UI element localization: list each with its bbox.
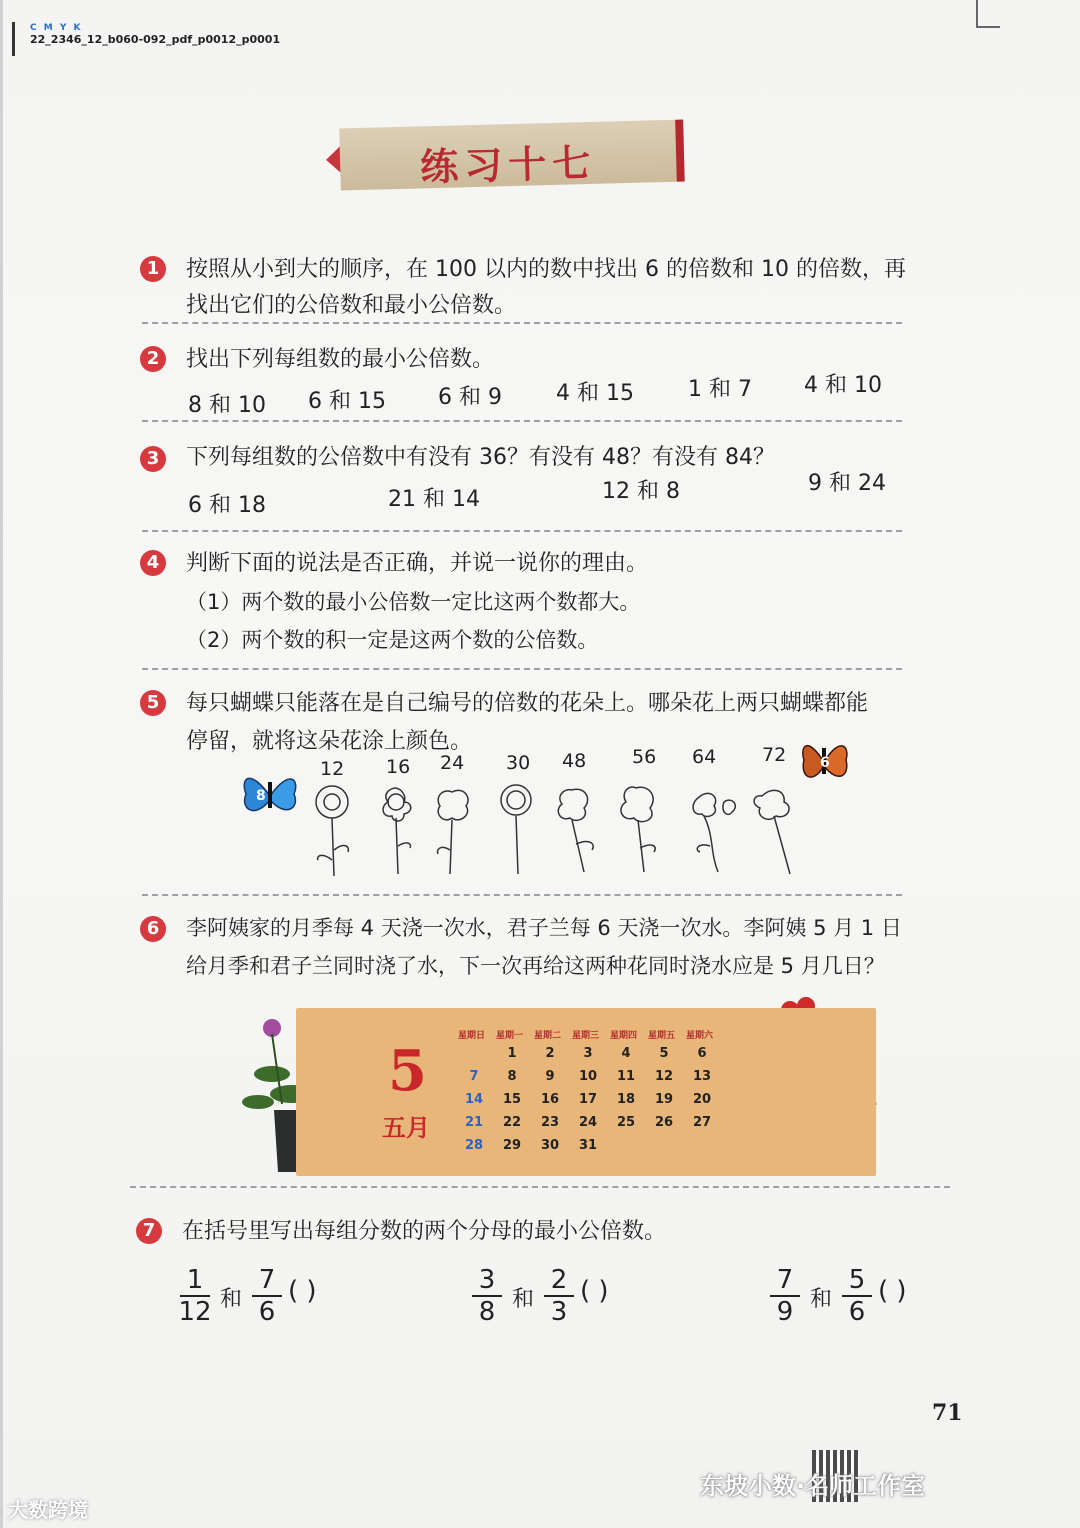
calendar-day: 30	[540, 1138, 560, 1153]
question-text: 找出下列每组数的最小公倍数。	[186, 347, 495, 372]
number-pair: 6 和 18	[188, 493, 266, 518]
calendar-day: 6	[697, 1046, 707, 1061]
page-title: 练习十七	[419, 140, 597, 190]
flower-label: 48	[562, 750, 587, 772]
calendar-day: 1	[507, 1046, 517, 1061]
question-number: 3	[140, 446, 166, 472]
butterfly-left-number: 8	[256, 788, 266, 804]
calendar-day: 23	[540, 1115, 560, 1130]
question-text: 按照从小到大的顺序，在 100 以内的数中找出 6 的倍数和 10 的倍数，再	[186, 257, 906, 282]
number-pair: 9 和 24	[808, 471, 886, 496]
fraction-b	[250, 1266, 284, 1326]
question-text: 停留，就将这朵花涂上颜色。	[186, 729, 473, 754]
calendar-day: 19	[654, 1092, 674, 1107]
numerator: 7	[776, 1265, 794, 1295]
calendar-day: 3	[583, 1046, 593, 1061]
question-number: 4	[140, 550, 166, 576]
question-7	[140, 1214, 920, 1254]
and-label: 和	[220, 1287, 243, 1312]
print-code-text: 22_2346_12_b060-092_pdf_p0012_p0001	[30, 33, 281, 46]
flower-label: 56	[632, 746, 657, 768]
numerator: 1	[186, 1265, 204, 1295]
calendar-day: 22	[502, 1115, 522, 1130]
answer-blank[interactable]: ( )	[580, 1276, 609, 1306]
calendar-day: 24	[578, 1115, 598, 1130]
flower-icon	[383, 788, 411, 874]
numerator: 3	[478, 1265, 496, 1295]
denominator: 8	[478, 1297, 496, 1327]
calendar-day: 7	[469, 1069, 479, 1084]
question-2	[140, 336, 920, 416]
calendar-day: 11	[616, 1069, 636, 1084]
question-text: 李阿姨家的月季每 4 天浇一次水，君子兰每 6 天浇一次水。李阿姨 5 月 1 日	[186, 916, 902, 940]
question-text: 判断下面的说法是否正确，并说一说你的理由。	[186, 551, 649, 576]
question-number: 7	[136, 1218, 162, 1244]
answer-blank[interactable]: ( )	[878, 1276, 907, 1306]
flower-icon	[558, 789, 593, 872]
divider	[142, 420, 902, 422]
butterfly-right-number: 6	[820, 755, 830, 771]
denominator: 12	[178, 1297, 212, 1327]
calendar-day: 14	[464, 1092, 484, 1107]
question-text: 找出它们的公倍数和最小公倍数。	[186, 293, 517, 318]
question-number: 2	[140, 346, 166, 372]
watermark-right: 东坡小数·名师工作室	[700, 1472, 926, 1500]
question-text: 下列每组数的公倍数中有没有 36？有没有 48？有没有 84？	[186, 445, 775, 470]
calendar-day: 17	[578, 1092, 598, 1107]
calendar-weekday: 星期一	[496, 1031, 524, 1041]
numerator: 5	[848, 1265, 866, 1295]
question-number: 1	[140, 256, 166, 282]
calendar-month-name: 五月	[382, 1114, 430, 1142]
calendar-day: 16	[540, 1092, 560, 1107]
flower-label: 30	[506, 752, 531, 774]
calendar-day: 5	[659, 1046, 669, 1061]
flower-label: 12	[320, 758, 345, 780]
print-code	[30, 22, 280, 46]
question-text: 每只蝴蝶只能落在是自己编号的倍数的花朵上。哪朵花上两只蝴蝶都能	[186, 691, 869, 716]
number-pair: 4 和 15	[556, 381, 634, 406]
calendar-weekday: 星期五	[648, 1031, 676, 1041]
and-label: 和	[512, 1287, 535, 1312]
number-pair: 6 和 9	[438, 385, 502, 410]
flower-icon	[316, 786, 348, 876]
fraction-a	[470, 1266, 504, 1326]
denominator: 6	[258, 1297, 276, 1327]
may-calendar	[296, 1008, 876, 1176]
cmyk-label: C M Y K	[30, 23, 83, 33]
page-number: 71	[932, 1400, 963, 1426]
flower-icon	[754, 790, 790, 874]
calendar-day: 4	[621, 1046, 631, 1061]
question-number: 5	[140, 690, 166, 716]
denominator: 3	[550, 1297, 568, 1327]
and-label: 和	[810, 1287, 833, 1312]
question-number: 6	[140, 916, 166, 942]
calendar-day: 10	[578, 1069, 598, 1084]
fraction-b	[840, 1266, 874, 1326]
question-1	[140, 248, 920, 318]
question-4	[140, 540, 920, 650]
number-pair: 1 和 7	[688, 377, 752, 402]
calendar-day: 18	[616, 1092, 636, 1107]
print-mark	[12, 22, 15, 56]
calendar-day: 21	[464, 1115, 484, 1130]
answer-blank[interactable]: ( )	[288, 1276, 317, 1306]
calendar-weekday: 星期日	[458, 1031, 486, 1041]
calendar-day: 27	[692, 1115, 712, 1130]
calendar-day: 25	[616, 1115, 636, 1130]
statement-1: （1）两个数的最小公倍数一定比这两个数都大。	[186, 590, 641, 614]
calendar-day: 9	[545, 1069, 555, 1084]
question-text: 给月季和君子兰同时浇了水，下一次再给这两种花同时浇水应是 5 月几日？	[186, 954, 885, 978]
flower-row	[300, 780, 820, 880]
denominator: 9	[776, 1297, 794, 1327]
divider	[130, 1186, 950, 1188]
calendar-weekday: 星期二	[534, 1031, 562, 1041]
divider	[142, 894, 902, 896]
calendar-month-number: 5	[388, 1038, 427, 1104]
calendar-day: 26	[654, 1115, 674, 1130]
crop-mark	[976, 0, 1000, 28]
flower-label: 24	[440, 752, 465, 774]
page-edge	[0, 0, 3, 1528]
number-pair: 21 和 14	[388, 487, 480, 512]
fraction-b	[542, 1266, 576, 1326]
question-6	[140, 910, 920, 990]
calendar-day: 15	[502, 1092, 522, 1107]
divider	[142, 668, 902, 670]
statement-2: （2）两个数的积一定是这两个数的公倍数。	[186, 628, 599, 652]
calendar-day: 2	[545, 1046, 555, 1061]
calendar-day: 12	[654, 1069, 674, 1084]
flower-icon	[621, 787, 655, 872]
flower-icon	[501, 785, 531, 874]
question-text: 在括号里写出每组分数的两个分母的最小公倍数。	[182, 1219, 667, 1244]
watermark-left: 大数跨境	[8, 1498, 88, 1522]
flower-icon	[693, 793, 735, 872]
flower-label: 64	[692, 746, 717, 768]
numerator: 7	[258, 1265, 276, 1295]
flower-icon	[438, 790, 469, 874]
divider	[142, 530, 902, 532]
flower-label: 72	[762, 744, 787, 766]
denominator: 6	[848, 1297, 866, 1327]
number-pair: 8 和 10	[188, 393, 266, 418]
calendar-weekday: 星期六	[686, 1031, 714, 1041]
calendar-weekday: 星期四	[610, 1031, 638, 1041]
question-3	[140, 432, 920, 522]
calendar-weekday: 星期三	[572, 1031, 600, 1041]
calendar-day: 13	[692, 1069, 712, 1084]
fraction-a	[768, 1266, 802, 1326]
calendar-day: 8	[507, 1069, 517, 1084]
numerator: 2	[550, 1265, 568, 1295]
calendar-day: 31	[578, 1138, 598, 1153]
number-pair: 4 和 10	[804, 373, 882, 398]
calendar-day: 20	[692, 1092, 712, 1107]
butterfly-blue-icon	[240, 768, 300, 824]
number-pair: 6 和 15	[308, 389, 386, 414]
divider	[142, 322, 902, 324]
number-pair: 12 和 8	[602, 479, 680, 504]
fraction-a	[178, 1266, 212, 1326]
calendar-day: 29	[502, 1138, 522, 1153]
calendar-day: 28	[464, 1138, 484, 1153]
title-banner	[339, 120, 685, 191]
flower-label: 16	[386, 756, 411, 778]
